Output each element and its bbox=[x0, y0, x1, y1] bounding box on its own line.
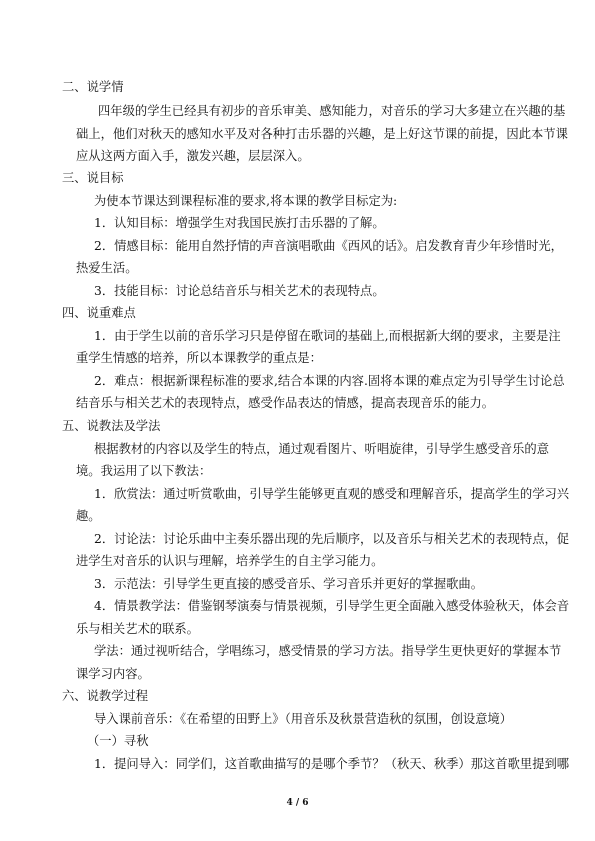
paragraph-line: 课学习内容。 bbox=[76, 667, 150, 681]
paragraph-line: 2．讨论法：讨论乐曲中主奏乐器出现的先后顺序，以及音乐与相关艺术的表现特点，促 bbox=[94, 532, 570, 546]
paragraph-line: 2．难点：根据新课程标准的要求,结合本课的内容.固将本课的难点定为引导学生讨论总 bbox=[94, 374, 565, 388]
paragraph-line: 础上，他们对秋天的感知水平及对各种打击乐器的兴趣，是上好这节课的前提，因此本节课 bbox=[76, 127, 568, 141]
paragraph-line: 根据教材的内容以及学生的特点，通过观看图片、听唱旋律，引导学生感受音乐的意 bbox=[94, 442, 549, 456]
paragraph-line: 重学生情感的培养，所以本课教学的重点是： bbox=[76, 351, 322, 365]
heading-xueqing: 二、说学情 bbox=[62, 80, 124, 94]
paragraph-line: 3．技能目标：讨论总结音乐与相关艺术的表现特点。 bbox=[94, 284, 385, 298]
paragraph-line: 2．情感目标：能用自然抒情的声音演唱歌曲《西风的话》。启发教育青少年珍惜时光， bbox=[94, 239, 563, 253]
heading-zhongnandian: 四、说重难点 bbox=[62, 306, 136, 320]
paragraph-line: 1．由于学生以前的音乐学习只是停留在歌词的基础上,而根据新大纲的要求，主要是注 bbox=[94, 329, 561, 343]
paragraph-line: 结音乐与相关艺术的表现特点，感受作品表达的情感，提高表现音乐的能力。 bbox=[76, 396, 495, 410]
subheading-xunqiu: （一）寻秋 bbox=[87, 734, 149, 748]
paragraph-line: 为使本节课达到课程标准的要求,将本课的教学目标定为: bbox=[94, 194, 398, 208]
paragraph-line: 境。我运用了以下教法： bbox=[76, 464, 212, 478]
paragraph-line: 导入课前音乐：《在希望的田野上》（用音乐及秋景营造秋的氛围，创设意境） bbox=[94, 712, 513, 726]
paragraph-line: 应从这两方面入手，激发兴趣，层层深入。 bbox=[76, 149, 310, 163]
paragraph-line: 学法：通过视听结合，学唱练习，感受情景的学习方法。指导学生更快更好的掌握本节 bbox=[94, 644, 562, 658]
paragraph-line: 乐与相关艺术的联系。 bbox=[76, 622, 199, 636]
paragraph-line: 3．示范法：引导学生更直接的感受音乐、学习音乐并更好的掌握歌曲。 bbox=[94, 577, 484, 591]
heading-jiaofa-xuefa: 五、说教法及学法 bbox=[62, 419, 161, 433]
paragraph-line: 1．认知目标：增强学生对我国民族打击乐器的了解。 bbox=[94, 216, 385, 230]
paragraph-line: 热爱生活。 bbox=[76, 261, 138, 275]
paragraph-line: 进学生对音乐的认识与理解，培养学生的自主学习能力。 bbox=[76, 554, 384, 568]
paragraph-line: 1．提问导入：同学们，这首歌曲描写的是哪个季节？（秋天、秋季）那这首歌里提到哪 bbox=[94, 757, 570, 771]
paragraph-line: 趣。 bbox=[76, 509, 101, 523]
paragraph-line: 四年级的学生已经具有初步的音乐审美、感知能力，对音乐的学习大多建立在兴趣的基 bbox=[98, 104, 566, 118]
heading-mubiao: 三、说目标 bbox=[62, 171, 124, 185]
paragraph-line: 1．欣赏法：通过听赏歌曲，引导学生能够更直观的感受和理解音乐，提高学生的学习兴 bbox=[94, 487, 570, 501]
heading-jiaoxue-guocheng: 六、说教学过程 bbox=[62, 689, 149, 703]
paragraph-line: 4．情景教学法：借鉴钢琴演奏与情景视频，引导学生更全面融入感受体验秋天，体会音 bbox=[94, 599, 570, 613]
page-number: 4 / 6 bbox=[286, 798, 309, 808]
